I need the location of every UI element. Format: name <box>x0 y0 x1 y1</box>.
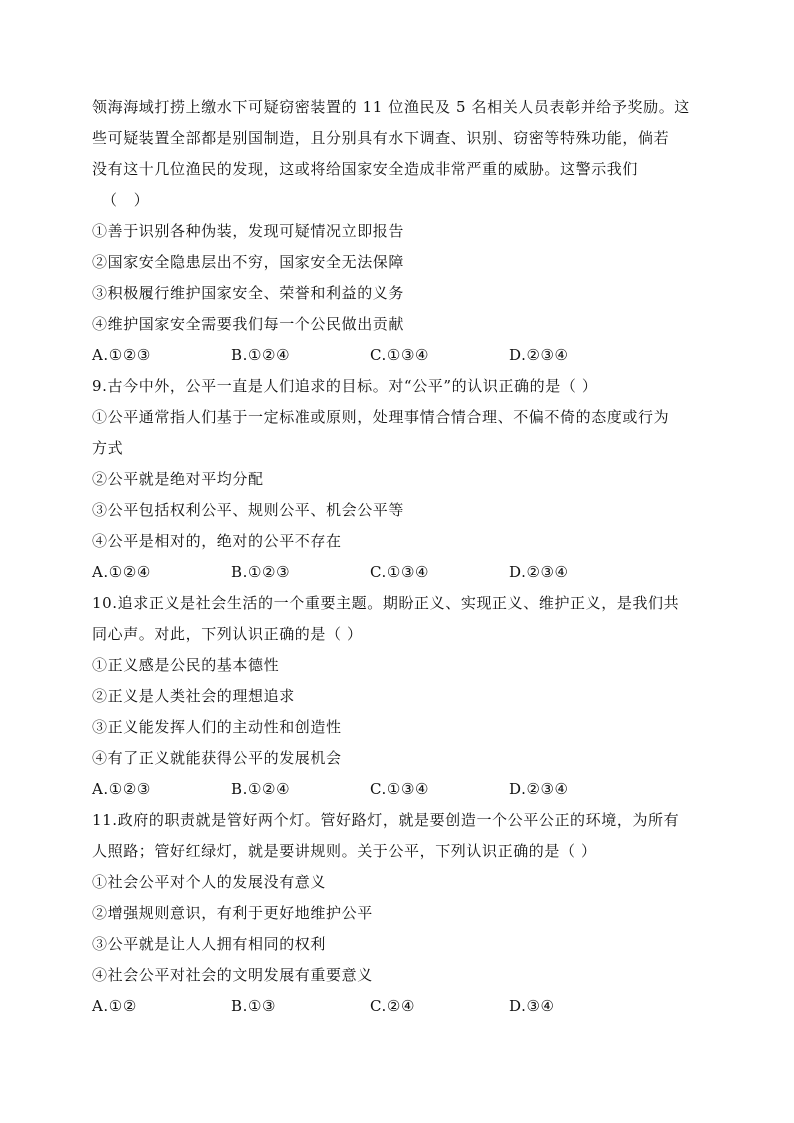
question-11-stem-line-2: 人照路；管好红绿灯，就是要讲规则。关于公平，下列认识正确的是（ ） <box>92 842 597 860</box>
question-9 <box>92 371 702 588</box>
question-10-stem-line-1: 10.追求正义是社会生活的一个重要主题。期盼正义、实现正义、维护正义，是我们共 <box>92 594 680 612</box>
question-8-choice-c: C.①③④ <box>370 346 430 364</box>
question-10-option-1: ①正义感是公民的基本德性 <box>92 656 280 674</box>
question-8-choices <box>92 340 702 371</box>
question-11-option-3: ③公平就是让人人拥有相同的权利 <box>92 935 327 953</box>
answer-blank: （ ） <box>102 191 150 209</box>
question-10-choice-d: D.②③④ <box>509 780 569 798</box>
question-8-option-2: ②国家安全隐患层出不穷，国家安全无法保障 <box>92 253 405 271</box>
question-9-choices <box>92 557 702 588</box>
question-9-option-4: ④公平是相对的，绝对的公平不存在 <box>92 532 342 550</box>
question-10-choice-c: C.①③④ <box>370 780 430 798</box>
question-8 <box>92 92 702 371</box>
question-9-choice-a: A.①②④ <box>92 563 151 581</box>
question-8-stem-line-1: 领海海域打捞上缴水下可疑窃密装置的 11 位渔民及 5 名相关人员表彰并给予奖励。这 <box>92 98 690 116</box>
question-9-choice-b: B.①②③ <box>231 563 291 581</box>
question-9-option-3: ③公平包括权利公平、规则公平、机会公平等 <box>92 501 405 519</box>
question-11-choice-a: A.①② <box>92 997 137 1015</box>
question-10 <box>92 588 702 805</box>
question-8-choice-b: B.①②④ <box>231 346 291 364</box>
question-9-stem: 9.古今中外，公平一直是人们追求的目标。对“公平”的认识正确的是（ ） <box>92 377 598 395</box>
question-10-option-3: ③正义能发挥人们的主动性和创造性 <box>92 718 342 736</box>
question-9-option-2: ②公平就是绝对平均分配 <box>92 470 264 488</box>
question-11-choice-c: C.②④ <box>370 997 416 1015</box>
question-10-option-4: ④有了正义就能获得公平的发展机会 <box>92 749 342 767</box>
question-8-option-3: ③积极履行维护国家安全、荣誉和利益的义务 <box>92 284 405 302</box>
question-9-choice-c: C.①③④ <box>370 563 430 581</box>
question-10-option-2: ②正义是人类社会的理想追求 <box>92 687 295 705</box>
question-content <box>92 92 702 1022</box>
question-10-stem-line-2: 同心声。对此，下列认识正确的是（ ） <box>92 625 363 643</box>
question-8-option-4: ④维护国家安全需要我们每一个公民做出贡献 <box>92 315 405 333</box>
question-10-choice-b: B.①②④ <box>231 780 291 798</box>
question-11-option-2: ②增强规则意识，有利于更好地维护公平 <box>92 904 373 922</box>
question-11-option-1: ①社会公平对个人的发展没有意义 <box>92 873 327 891</box>
question-11 <box>92 805 702 1022</box>
question-8-choice-d: D.②③④ <box>509 346 569 364</box>
question-9-option-1-continued: 方式 <box>92 439 124 457</box>
question-11-choices <box>92 991 702 1022</box>
question-9-choice-d: D.②③④ <box>509 563 569 581</box>
question-11-choice-d: D.③④ <box>509 997 555 1015</box>
question-8-option-1: ①善于识别各种伪装，发现可疑情况立即报告 <box>92 222 405 240</box>
question-9-option-1: ①公平通常指人们基于一定标准或原则，处理事情合情合理、不偏不倚的态度或行为 <box>92 408 670 426</box>
question-10-choices <box>92 774 702 805</box>
question-11-stem-line-1: 11.政府的职责就是管好两个灯。管好路灯，就是要创造一个公平公正的环境，为所有 <box>92 811 680 829</box>
question-8-stem-line-2: 些可疑装置全部都是别国制造，且分别具有水下调查、识别、窃密等特殊功能，倘若 <box>92 129 670 147</box>
question-8-choice-a: A.①②③ <box>92 346 151 364</box>
question-11-choice-b: B.①③ <box>231 997 277 1015</box>
question-11-option-4: ④社会公平对社会的文明发展有重要意义 <box>92 966 373 984</box>
question-8-stem-line-3: 没有这十几位渔民的发现，这或将给国家安全造成非常严重的威胁。这警示我们 <box>92 160 639 178</box>
question-10-choice-a: A.①②③ <box>92 780 151 798</box>
